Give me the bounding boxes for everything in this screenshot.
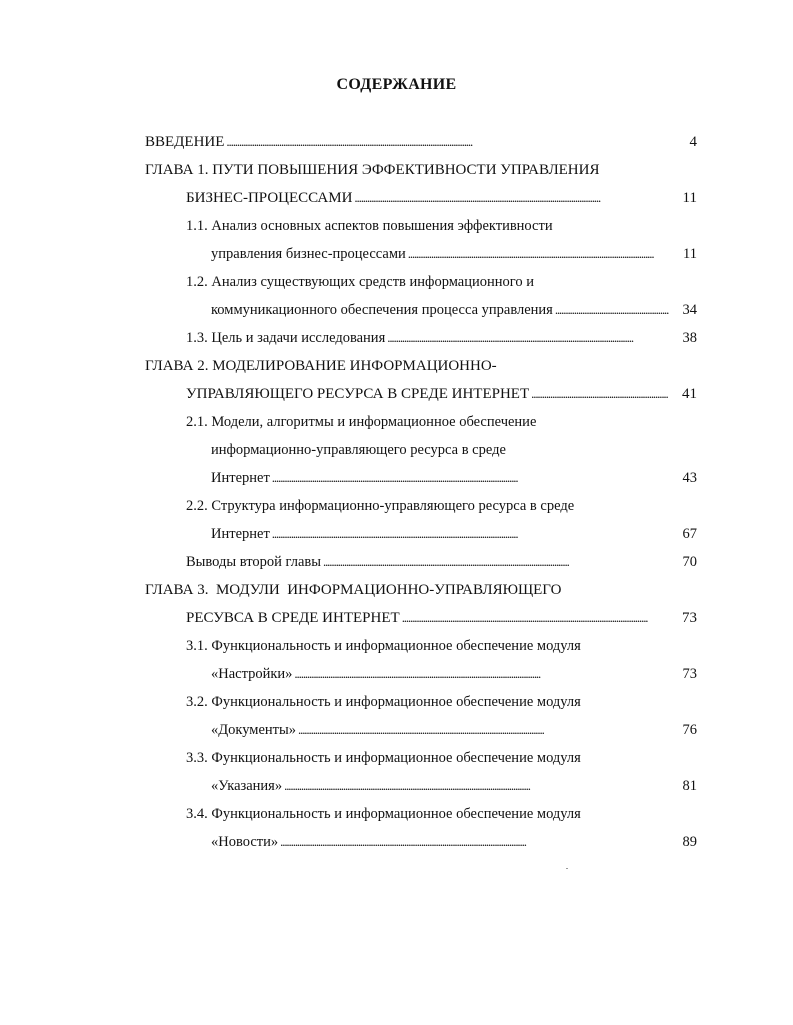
toc-entry [186, 804, 581, 824]
toc-entry-text: управления бизнес-процессами [211, 246, 406, 262]
toc-entry [211, 832, 697, 852]
toc-entry-text: Выводы второй главы [186, 554, 321, 570]
page-title: СОДЕРЖАНИЕ [336, 76, 457, 93]
toc-entry-text: 2.1. Модели, алгоритмы и информационное обеспечение [186, 414, 537, 430]
toc-entry-text: 1.2. Анализ существующих средств информационного и [186, 274, 534, 290]
toc-entry-text: 3.2. Функциональность и информационное обеспечение модуля [186, 694, 581, 710]
toc-entry-text: Интернет [211, 526, 270, 542]
toc-entry [211, 776, 697, 796]
toc-entry [186, 552, 697, 572]
toc-entry [145, 160, 599, 180]
toc-entry [186, 748, 581, 768]
toc-entry [186, 412, 536, 432]
toc-entry-text: ГЛАВА 1. ПУТИ ПОВЫШЕНИЯ ЭФФЕКТИВНОСТИ УПРАВЛЕНИЯ [145, 162, 600, 178]
toc-entry-text: «Документы» [211, 722, 296, 738]
toc-page-number: 81 [682, 778, 697, 794]
toc-entry-text: 1.3. Цель и задачи исследования [186, 330, 386, 346]
toc-leader-dots [323, 552, 669, 572]
toc-entry-text: 3.3. Функциональность и информационное обеспечение модуля [186, 750, 581, 766]
toc-page-number: 43 [682, 470, 697, 486]
toc-entry [211, 720, 697, 740]
toc-entry-text: 3.4. Функциональность и информационное обеспечение модуля [186, 806, 581, 822]
toc-leader-dots [531, 384, 668, 404]
toc-page-number: 73 [682, 666, 697, 682]
toc-page-number: 41 [682, 386, 697, 402]
toc-entry [186, 692, 581, 712]
toc-entry-text: Интернет [211, 470, 270, 486]
toc-entry-text: ВВЕДЕНИЕ [145, 134, 225, 150]
toc-entry [186, 272, 534, 292]
toc-page-number: 76 [682, 722, 697, 738]
toc-page-number: 4 [689, 134, 697, 150]
toc-leader-dots [280, 832, 669, 852]
toc-entry [211, 300, 697, 320]
toc-leader-dots [272, 468, 669, 488]
toc-entry-text: информационно-управляющего ресурса в среде [211, 442, 506, 458]
toc-leader-dots [226, 132, 669, 152]
toc-page-number: 73 [682, 610, 697, 626]
toc-page-number: 38 [682, 330, 697, 346]
toc-entry [145, 580, 561, 600]
toc-page-number: 70 [682, 554, 697, 570]
toc-leader-dots [402, 608, 669, 628]
toc-entry [186, 216, 553, 236]
toc-entry-text: коммуникационного обеспечения процесса управления [211, 302, 553, 318]
toc-entry-text: 1.1. Анализ основных аспектов повышения эффективности [186, 218, 553, 234]
toc-leader-dots [272, 524, 669, 544]
toc-leader-dots [284, 776, 669, 796]
toc-entry [145, 356, 497, 376]
toc-entry [186, 328, 697, 348]
toc-page-number: 34 [682, 302, 697, 318]
toc-entry [211, 468, 697, 488]
toc-entry [186, 496, 574, 516]
toc-entry [211, 440, 506, 460]
toc-entry [186, 384, 697, 404]
toc-page-number: 11 [683, 246, 697, 262]
toc-entry [145, 132, 697, 152]
toc-entry-text: ГЛАВА 2. МОДЕЛИРОВАНИЕ ИНФОРМАЦИОННО- [145, 358, 497, 374]
toc-entry-text: УПРАВЛЯЮЩЕГО РЕСУРСА В СРЕДЕ ИНТЕРНЕТ [186, 386, 530, 402]
toc-leader-dots [555, 300, 669, 320]
toc-entry-text: ГЛАВА 3. МОДУЛИ ИНФОРМАЦИОННО-УПРАВЛЯЮЩЕГО [145, 582, 562, 598]
toc-leader-dots [387, 328, 669, 348]
toc-leader-dots [408, 244, 668, 264]
toc-entry [186, 608, 697, 628]
scan-speck [566, 868, 568, 869]
toc-entry [211, 524, 697, 544]
toc-entry-text: 3.1. Функциональность и информационное обеспечение модуля [186, 638, 581, 654]
toc-leader-dots [298, 720, 669, 740]
toc-entry [211, 244, 697, 264]
toc-entry [186, 188, 697, 208]
toc-entry-text: РЕСУВСА В СРЕДЕ ИНТЕРНЕТ [186, 610, 400, 626]
toc-entry [211, 664, 697, 684]
toc-page-number: 89 [682, 834, 697, 850]
toc-entry-text: «Указания» [211, 778, 283, 794]
toc-entry-text: БИЗНЕС-ПРОЦЕССАМИ [186, 190, 353, 206]
toc-entry [186, 636, 581, 656]
toc-leader-dots [354, 188, 664, 208]
toc-page-number: 67 [682, 526, 697, 542]
toc-page-number: 11 [682, 190, 697, 206]
toc-entry-text: «Настройки» [211, 666, 293, 682]
toc-entry-text: 2.2. Структура информационно-управляющего ресурса в среде [186, 498, 575, 514]
toc-entry-text: «Новости» [211, 834, 279, 850]
toc-leader-dots [294, 664, 669, 684]
